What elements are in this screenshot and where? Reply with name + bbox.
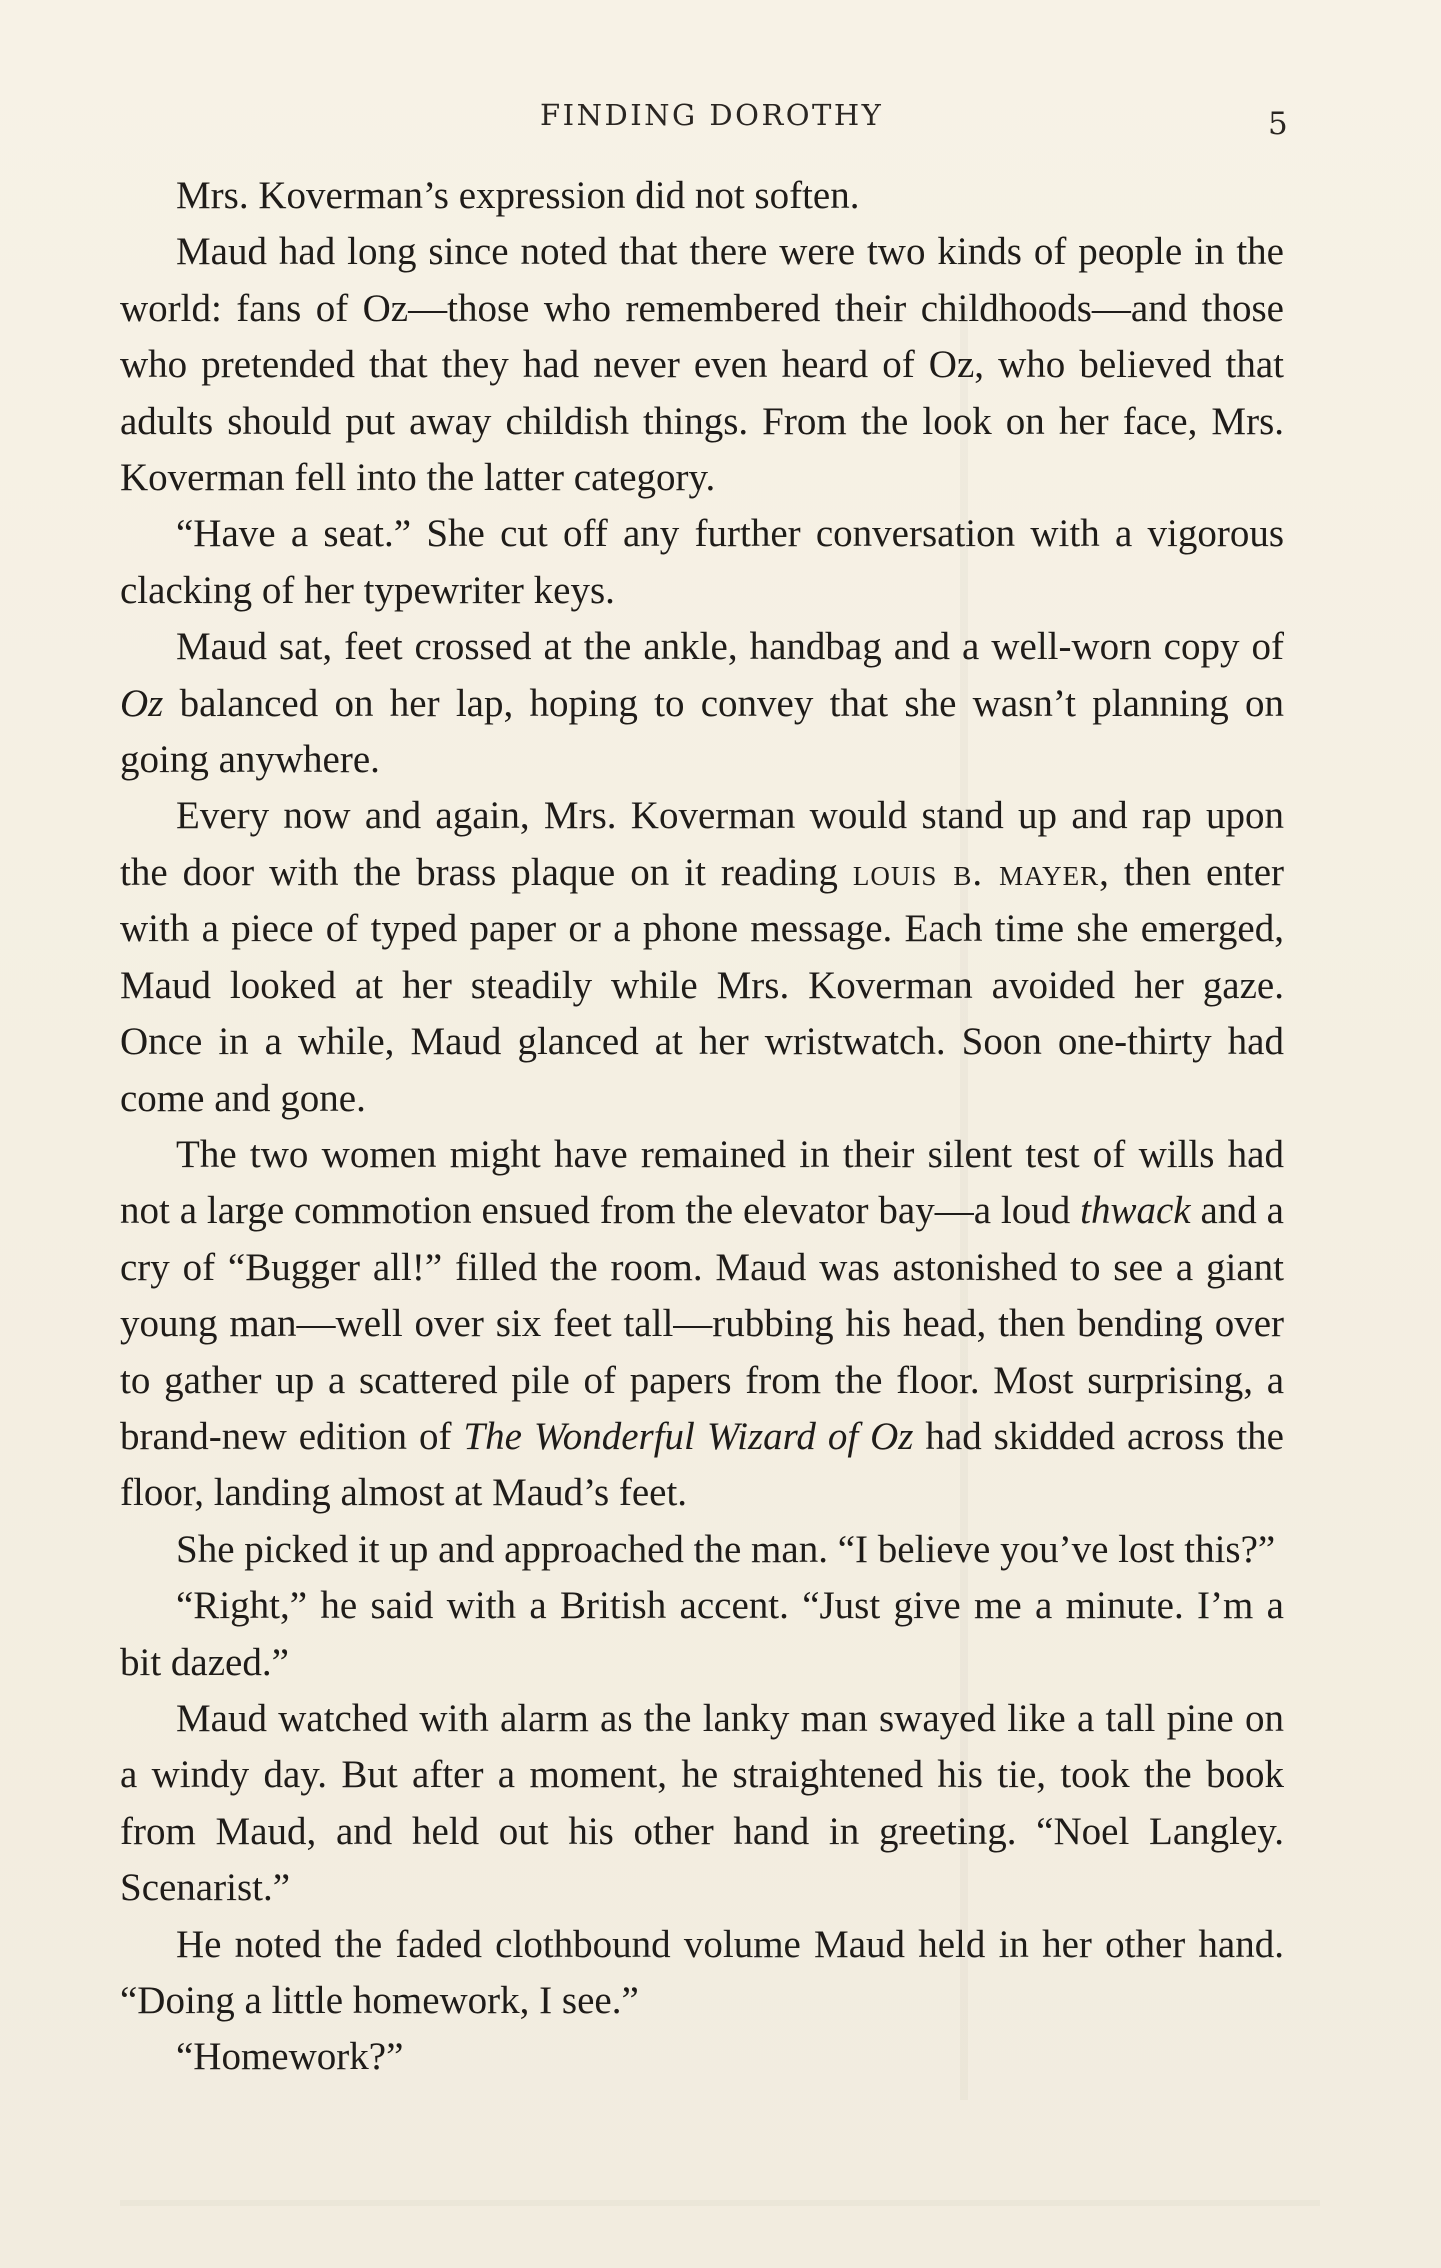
book-title-italic: Oz (120, 681, 164, 725)
paragraph: Mrs. Koverman’s expression did not soften. (176, 174, 860, 217)
body-text (120, 168, 1284, 2086)
paragraph: “Have a seat.” She cut off any further conversation with a vigorous clacking of her typewriter keys. (120, 512, 1284, 612)
paragraph (120, 1127, 1284, 1522)
page-number: 5 (1268, 106, 1288, 142)
paragraph (120, 619, 1284, 788)
paragraph-text: had skidded across the floor, landing almost at Maud’s feet. (120, 1414, 1284, 1515)
paragraph-text: Maud sat, feet crossed at the ankle, handbag and a well-worn copy of (176, 625, 1284, 669)
paragraph: “Right,” he said with a British accent. “Just give me a minute. I’m a bit dazed.” (120, 1584, 1284, 1684)
book-title-italic: The Wonderful Wizard of Oz (463, 1414, 914, 1458)
paragraph: He noted the faded clothbound volume Maud held in her other hand. “Doing a little homework, I see.” (120, 1922, 1284, 2022)
door-plaque-name: louis b. mayer (852, 850, 1100, 894)
paragraph-text: and a cry of “Bugger all!” filled the room. Maud was astonished to see a giant young man—well over six feet tall—rubbing his head, then bending over to gather up a scattered pile of papers from the floor. Most surprising, a brand-new edition of (120, 1189, 1284, 1458)
paragraph: Maud watched with alarm as the lanky man swayed like a tall pine on a windy day. But after a moment, he straightened his tie, took the book from Maud, and held out his other hand in greeting. “Noel Langley. Scenarist.” (120, 1696, 1284, 1910)
running-header (0, 94, 1441, 144)
sound-italic: thwack (1080, 1189, 1191, 1233)
paragraph-text: , then enter with a piece of typed paper or a phone message. Each time she emerged, Maud looked at her steadily while Mrs. Koverman avoided her gaze. Once in a while, Maud glanced at her wristwatch. Soon one-thirty had come and gone. (120, 850, 1284, 1120)
paragraph: Maud had long since noted that there were two kinds of people in the world: fans of Oz—those who remembered their childhoods—and those who pretended that they had never even heard of Oz, who believed that adults should put away childish things. From the look on her face, Mrs. Koverman fell into the latter category. (120, 230, 1284, 500)
running-title: FINDING DOROTHY (540, 98, 884, 132)
paragraph-text: balanced on her lap, hoping to convey that she wasn’t planning on going anywhere. (120, 681, 1284, 782)
paragraph (120, 788, 1284, 1126)
show-through-shadow (120, 2200, 1320, 2206)
paragraph-text: The two women might have remained in their silent test of wills had not a large commotion ensued from the elevator bay—a loud (120, 1132, 1284, 1233)
paragraph: She picked it up and approached the man. “I believe you’ve lost this?” (176, 1527, 1276, 1571)
paragraph: “Homework?” (176, 2035, 404, 2079)
paragraph-text: Every now and again, Mrs. Koverman would stand up and rap upon the door with the brass plaque on it reading (120, 794, 1284, 894)
